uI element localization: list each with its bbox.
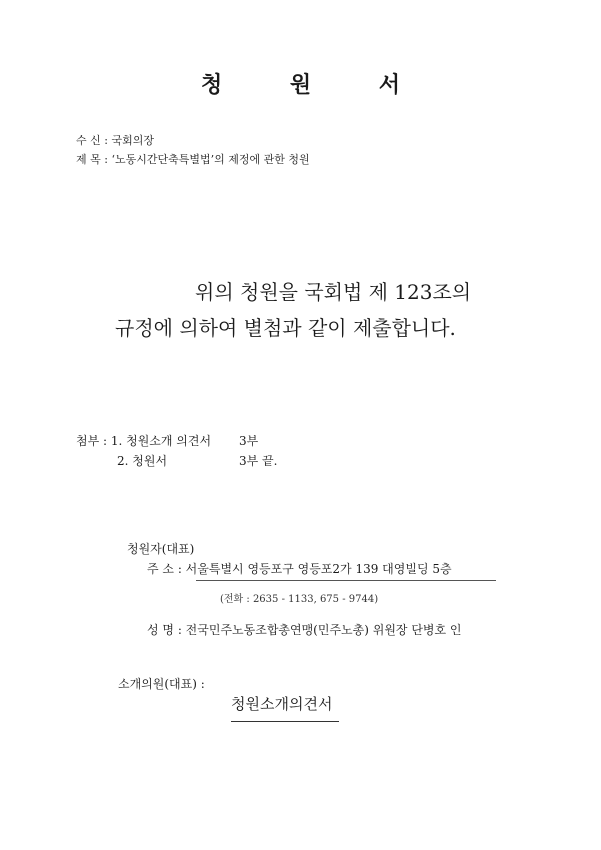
document-title: 청 원 서 <box>200 72 431 98</box>
petitioner-name: 성 명 : 전국민주노동조합총연맹(민주노총) 위원장 단병호 인 <box>147 623 462 637</box>
attachment-item-1-count: 3부 <box>239 434 259 448</box>
body-text-line-2: 규정에 의하여 별첨과 같이 제출합니다. <box>115 316 456 340</box>
recipient-line: 수 신 : 국회의장 <box>76 134 154 147</box>
petitioner-heading: 청원자(대표) <box>127 542 195 556</box>
introducer-underline <box>231 721 339 722</box>
petitioner-address: 주 소 : 서울특별시 영등포구 영등포2가 139 대영빌딩 5층 <box>147 562 452 576</box>
attachment-item-1: 첨부 : 1. 청원소개 의견서 <box>76 434 212 448</box>
attachment-item-2: 2. 청원서 <box>117 454 168 468</box>
petitioner-phone: (전화 : 2635 - 1133, 675 - 9744) <box>220 594 379 605</box>
subject-line: 제 목 : ‘노동시간단축특별법’의 제정에 관한 청원 <box>76 153 310 166</box>
introducer-document: 청원소개의견서 <box>231 695 333 713</box>
address-underline <box>196 580 496 581</box>
introducer-label: 소개의원(대표) : <box>118 677 205 691</box>
attachment-item-2-count: 3부 끝. <box>239 454 278 468</box>
body-text-line-1: 위의 청원을 국회법 제 123조의 <box>195 280 472 304</box>
